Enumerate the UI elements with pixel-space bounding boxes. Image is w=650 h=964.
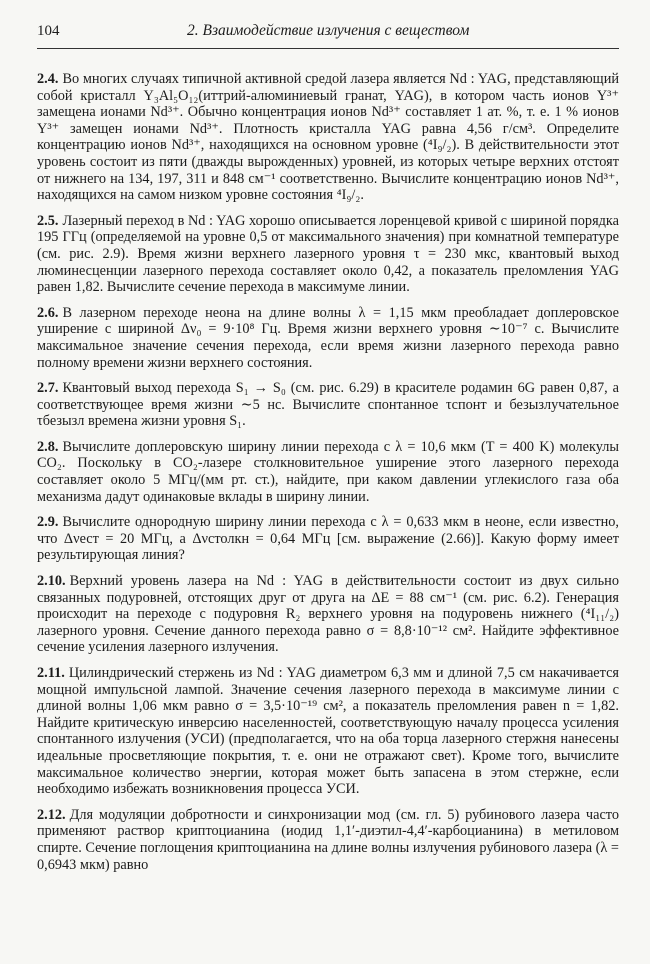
problem-2-11 <box>37 665 619 798</box>
problem-text: В лазерном переходе неона на длине волны λ = 1,15 мкм преобладает доплеровское уширение с шириной Δν₀ = 9·10⁸ Гц. Время жизни верхнего уровня ∼10⁻⁷ с. Вычислите максимальное значение сечения перехода, если время жизни лазерного перехода равно полному времени жизни верхнего состояния. <box>37 304 619 371</box>
problem-2-7 <box>37 380 619 430</box>
problem-text: Вычислите однородную ширину линии перехода с λ = 0,633 мкм в неоне, если известно, что Δνест = 20 МГц, а Δνстолкн = 0,64 МГц [см. выражение (2.66)]. Какую форму имеет результирующая линия? <box>37 514 619 564</box>
problem-text: Цилиндрический стержень из Nd : YAG диаметром 6,3 мм и длиной 7,5 см накачивается мощной импульсной лампой. Значение сечения лазерного перехода в максимуме линии с длиной волны 1,06 мкм равно σ = 3,5·10⁻¹⁹ см², а показатель преломления равен n = 1,82. Найдите критическую инверсию населенностей, соответствующую началу процесса усиления спонтанного излучения (УСИ) (предполагается, что на оба торца лазерного стержня нанесены идеальные просветляющие покрытия, т. е. они не отражают свет). Кроме того, вычислите максимальное количество энергии, которая может быть запасена в этом стержне, если необходимо избежать возникновения процесса УСИ. <box>37 665 619 798</box>
problem-number: 2.7. <box>37 380 59 397</box>
problem-2-4 <box>37 71 619 204</box>
problem-number: 2.10. <box>37 573 66 590</box>
problem-number: 2.4. <box>37 71 59 87</box>
problem-text: Вычислите доплеровскую ширину линии перехода с λ = 10,6 мкм (T = 400 K) молекулы CO₂. Поскольку в CO₂-лазере столкновительное уширение этого лазерного перехода составляет около 5 МГц/(мм рт. ст.), найдите, при каком давлении углекислого газа оба механизма дадут одинаковые вклады в ширину линии. <box>37 438 619 505</box>
problem-number: 2.8. <box>37 438 59 455</box>
problem-text: Лазерный переход в Nd : YAG хорошо описывается лоренцевой кривой с шириной порядка 195 ГГц (определяемой на уровне 0,5 от максимального значения) при комнатной температуре (см. рис. 2.9). Время жизни верхнего лазерного уровня τ = 230 мкс, квантовый выход люминесценции лазерного перехода составляет около 0,42, а показатель преломления YAG равен 1,82. Вычислите сечение перехода в максимуме линии. <box>37 212 619 296</box>
problem-number: 2.12. <box>37 806 66 823</box>
page-number: 104 <box>37 23 60 39</box>
problem-number: 2.5. <box>37 212 59 229</box>
problem-text: Во многих случаях типичной активной средой лазера является Nd : YAG, представляющий собой кристалл Y₃Al₅O₁₂(иттрий-алюминиевый гранат, YAG), в котором часть ионов Y³⁺ замещена ионами Nd³⁺. Обычно концентрация ионов Nd³⁺ составляет 1 ат. %, т. е. 1 % ионов Y³⁺ замещен ионами Nd³⁺. Плотность кристалла YAG равна 4,56 г/см³. Определите концентрацию ионов Nd³⁺, находящихся на основном уровне (⁴I₉/₂). В действительности этот уровень состоит из пяти (дважды вырожденных) уровней, из которых четыре верхних отстоят от нижнего на 134, 197, 311 и 848 см⁻¹ соответственно. Вычислите концентрацию ионов Nd³⁺, находящихся на самом низком уровне состояния ⁴I₉/₂. <box>37 71 619 204</box>
problem-2-10 <box>37 573 619 656</box>
problem-text: Для модуляции добротности и синхронизации мод (см. гл. 5) рубинового лазера часто применяют раствор криптоцианина (иодид 1,1′-диэтил-4,4′-карбоцианина) в метиловом спирте. Сечение поглощения криптоцианина на длине волны излучения рубинового лазера (λ = 0,6943 мкм) равно <box>37 806 619 873</box>
book-page <box>37 22 619 882</box>
problem-2-9 <box>37 514 619 564</box>
problem-number: 2.6. <box>37 304 59 321</box>
running-title: 2. Взаимодействие излучения с веществом <box>187 22 470 39</box>
problem-text: Верхний уровень лазера на Nd : YAG в действительности состоит из двух сильно связанных подуровней, отстоящих друг от друга на ΔE = 88 см⁻¹ (см. рис. 6.2). Генерация происходит на переходе с подуровня R₂ верхнего уровня на подуровень нижнего (⁴I₁₁/₂) лазерного уровня. Сечение данного перехода равно σ = 8,8·10⁻¹² см². Найдите эффективное сечение усиления лазерного излучения. <box>37 573 619 656</box>
page-header <box>37 22 619 49</box>
problem-2-5 <box>37 213 619 296</box>
problem-number: 2.9. <box>37 514 59 531</box>
problem-number: 2.11. <box>37 665 65 681</box>
problem-2-8 <box>37 439 619 505</box>
problem-2-12 <box>37 807 619 873</box>
problem-text: Квантовый выход перехода S₁ → S₀ (см. рис. 6.29) в красителе родамин 6G равен 0,87, а соответствующее время жизни ∼5 нс. Вычислите спонтанное τспонт и безызлучательное τбезызл времена жизни уровня S₁. <box>37 380 619 430</box>
problem-2-6 <box>37 305 619 371</box>
